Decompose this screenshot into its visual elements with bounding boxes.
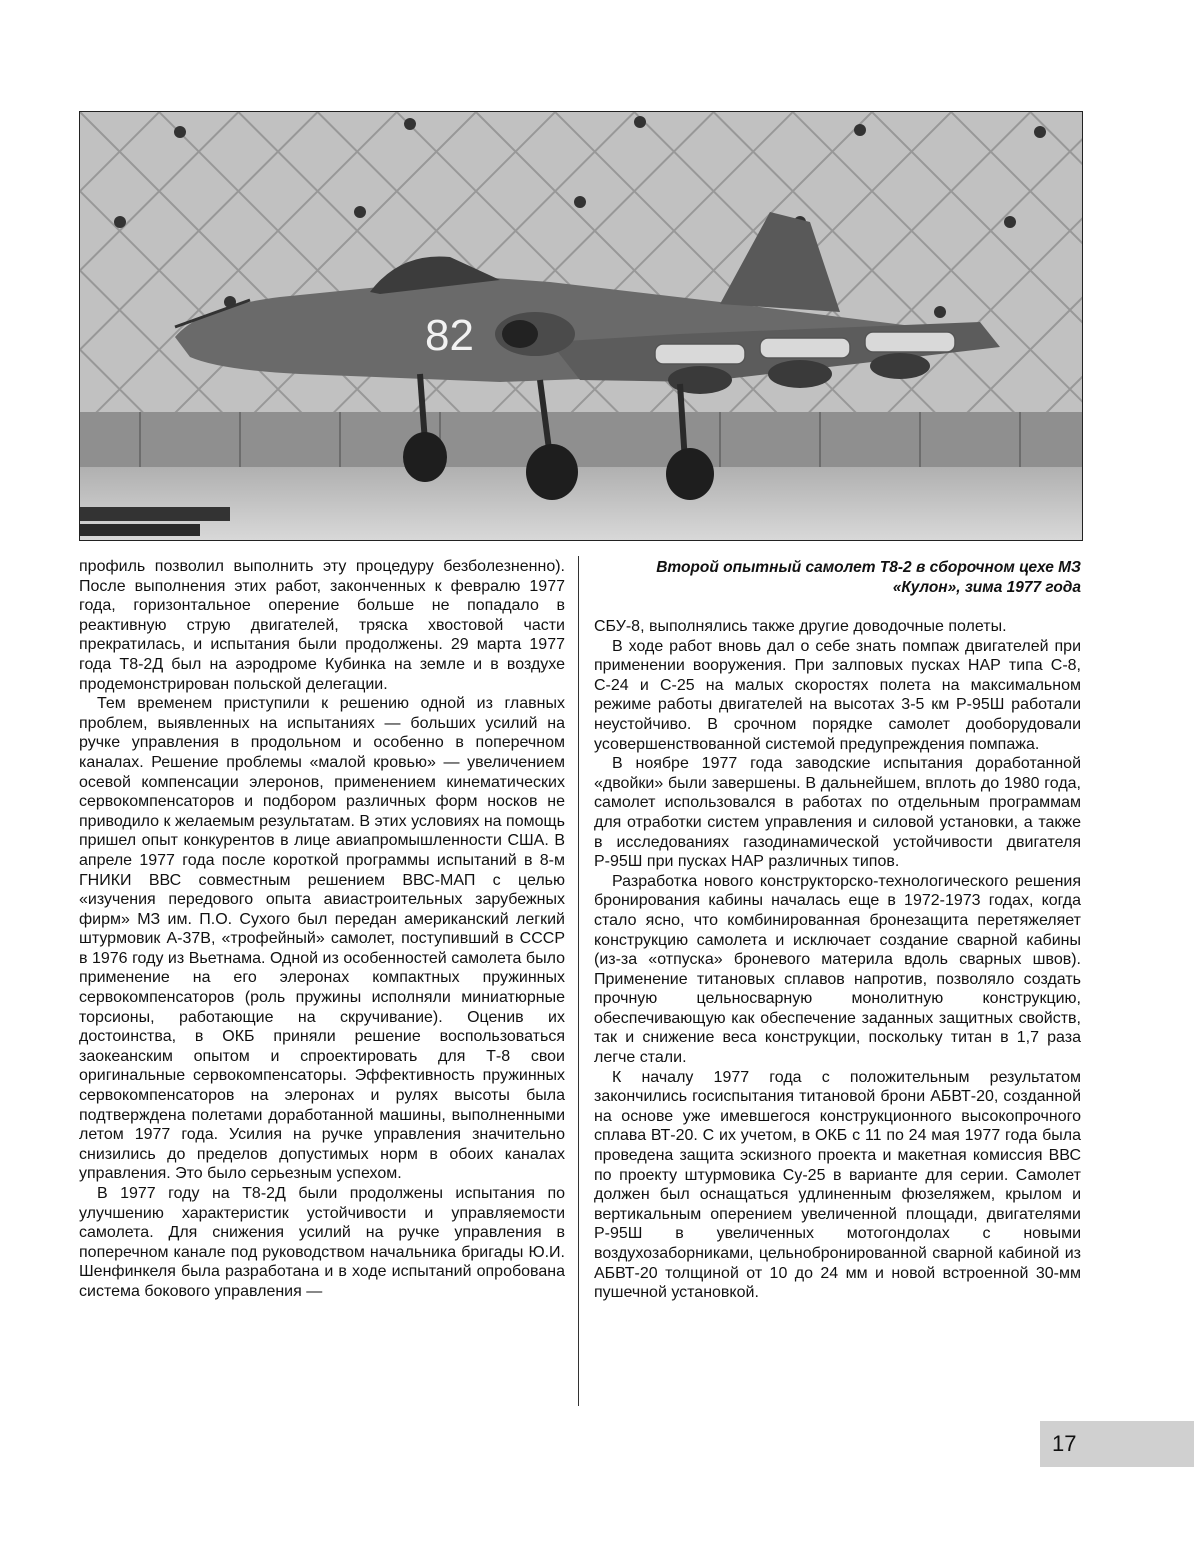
right-paragraph-1: СБУ-8, выполнялись также другие доводочные полеты.	[594, 618, 1007, 635]
column-divider	[578, 556, 579, 1406]
caption-line-2: «Кулон», зима 1977 года	[892, 579, 1081, 596]
caption-line-1: Второй опытный самолет Т8-2 в сборочном цехе МЗ	[656, 559, 1081, 576]
aircraft-photo	[79, 111, 1083, 541]
left-text-column	[79, 557, 565, 1302]
right-paragraph-4: Разработка нового конструкторско-технологического решения бронирования кабины началась еще в 1972-1973 годах, когда стало ясно, что комбинированная бронезащита перетяжеляет конструкцию самолета и исключает создание сварной кабины (из-за «отпуска» броневого материла вдоль сварных швов). Применение титановых сплавов напротив, позволяло создать прочную цельносварную монолитную конструкцию, обеспечивающую как обеспечение заданных защитных свойств, так и снижение веса конструкции, поскольку титан в 1,7 раза легче стали.	[594, 872, 1081, 1067]
right-paragraph-3: В ноябре 1977 года заводские испытания доработанной «двойки» были завершены. В дальнейшем, вплоть до 1980 года, самолет использовался в работах по отдельным программам для отработки систем управления и силовой установки, а также в исследованиях газодинамической устойчивости двигателя Р-95Ш при пусках НАР различных типов.	[594, 755, 1081, 871]
left-paragraph-1: профиль позволил выполнить эту процедуру безболезненно). После выполнения этих работ, законченных к февралю 1977 года, горизонтальное оперение больше не попадало в реактивную струю двигателей, тряска хвостовой части прекратилась, и испытания были продолжены. 29 марта 1977 года Т8-2Д был на аэродроме Кубинка на земле и в воздухе продемонстрирован польской делегации.	[79, 558, 565, 693]
right-paragraph-5: К началу 1977 года с положительным результатом закончились госиспытания титановой брони АБВТ-20, созданной на основе уже имевшегося конструкционного высокопрочного сплава ВТ-20. С их учетом, в ОКБ с 11 по 24 мая 1977 года была проведена защита эскизного проекта и макетная комиссия ВВС по проекту штурмовика Су-25 в варианте для серии. Самолет должен был оснащаться удлиненным фюзеляжем, крылом и вертикальным оперением увеличенной площади, двигателями Р-95Ш в увеличенных мотогондолах с новыми воздухозаборниками, цельнобронированной сварной кабиной из АБВТ-20 толщиной от 10 до 24 мм и новой встроенной 30-мм пушечной установкой.	[594, 1068, 1081, 1302]
left-paragraph-3: В 1977 году на Т8-2Д были продолжены испытания по улучшению характеристик устойчивости и управляемости самолета. Для снижения усилий на ручке управления в поперечном канале под руководством начальника бригады Ю.И. Шенфинкеля была разработана и в ходе испытаний опробована система бокового управления —	[79, 1185, 565, 1300]
page-number: 17	[1040, 1421, 1194, 1467]
aircraft-photo-illustration	[80, 112, 1082, 540]
tail-number: 82	[425, 311, 474, 360]
right-text-column	[594, 617, 1081, 1303]
photo-caption	[594, 558, 1081, 598]
left-paragraph-2: Тем временем приступили к решению одной из главных проблем, выявленных на испытаниях — больших усилий на ручке управления в продольном и особенно в поперечном каналах. Решение проблемы «малой кровью» — увеличением осевой компенсации элеронов, применением кинематических сервокомпенсаторов и подбором различных форм носков не приводило к желаемым результатам. В этих условиях на помощь пришел опыт конкурентов в лице авиапромышленности США. В апреле 1977 года после короткой программы испытаний в 8-м ГНИКИ ВВС совместным решением ВВС-МАП с целью «изучения передового опыта авиастроительных зарубежных фирм» МЗ им. П.О. Сухого был передан американский легкий штурмовик А-37В, «трофейный» самолет, поступивший в СССР в 1976 году из Вьетнама. Одной из особенностей самолета было применение на его элеронах компактных пружинных сервокомпенсаторов (роль пружины исполняли миниатюрные торсионы, работающие на скручивание). Оценив их достоинства, в ОКБ приняли решение воспользоваться заокеанским опытом и спроектировать для Т-8 свои оригинальные сервокомпенсаторы. Эффективность пружинных сервокомпенсаторов на элеронах и рулях высоты была подтверждена полетами доработанной машины, выполненными летом 1977 года. Усилия на ручке управления значительно снизились до пределов допустимых норм в обоих каналах управления. Это было серьезным успехом.	[79, 695, 565, 1183]
right-paragraph-2: В ходе работ вновь дал о себе знать помпаж двигателей при применении вооружения. При залповых пусках НАР типа С-8, С-24 и С-25 на малых скоростях полета на максимальном режиме работы двигателей на высотах 3-5 км Р-95Ш работали неустойчиво. В срочном порядке самолет дооборудовали усовершенствованной системой предупреждения помпажа.	[594, 637, 1081, 753]
